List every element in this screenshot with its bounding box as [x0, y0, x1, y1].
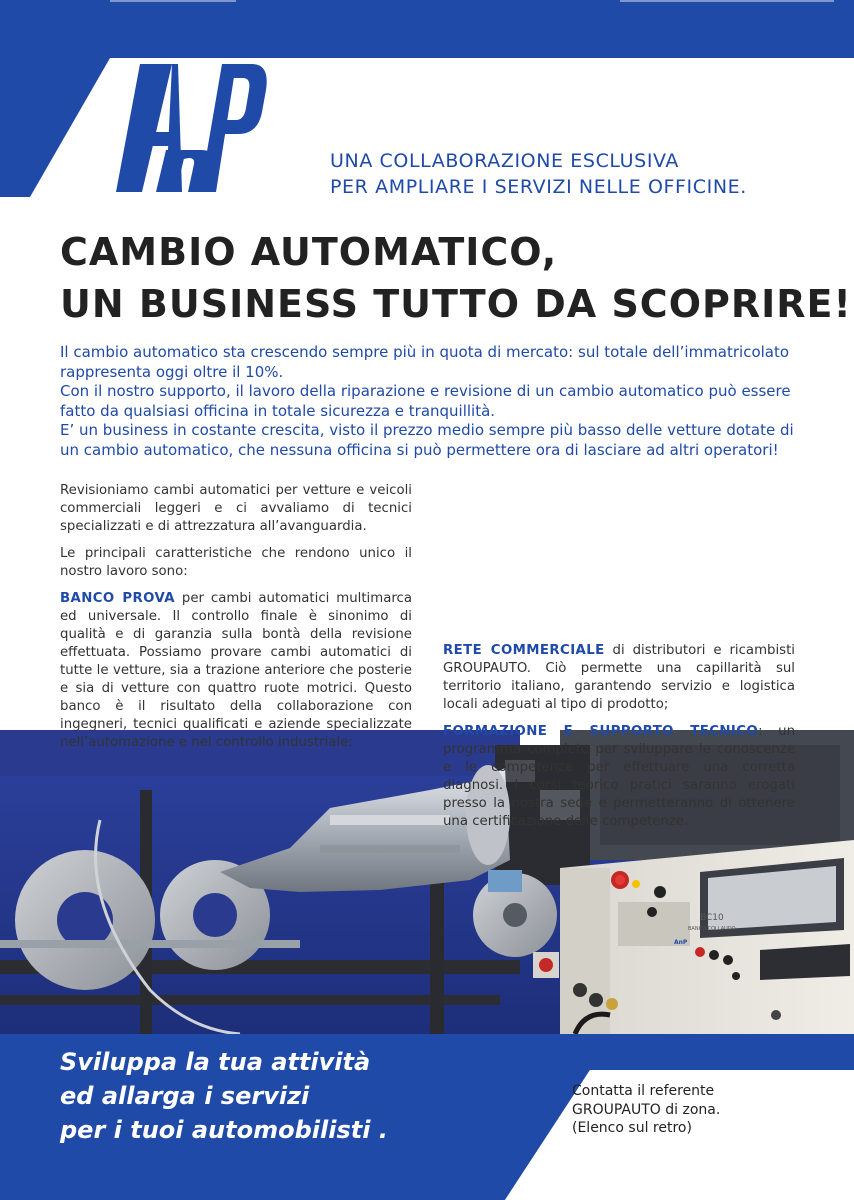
rete-commerciale-paragraph [443, 642, 795, 714]
formazione-paragraph [443, 723, 795, 831]
formazione-text: : un programma completo per sviluppare le conoscenze e le competenze per effettuare una corretta diagnosi. I corsi teorico pratici saranno erogati presso la nostra sede e permetteranno di ottenere una certificazione delle competenze. [443, 724, 795, 829]
contact-line-3: (Elenco sul retro) [572, 1120, 692, 1136]
panel-label: BC10 [700, 913, 724, 923]
intro-paragraph-1: Il cambio automatico sta crescendo sempre più in quota di mercato: sul totale dell’immatricolato rappresenta oggi oltre il 10%. [60, 343, 790, 381]
banco-prova-label: BANCO PROVA [60, 591, 175, 606]
intro-paragraph-2: Con il nostro supporto, il lavoro della riparazione e revisione di un cambio automatico può essere fatto da qualsiasi officina in totale sicurezza e tranquillità. [60, 382, 791, 420]
body-column-right [443, 642, 795, 840]
banco-prova-text: per cambi automatici multimarca ed universale. Il controllo finale è sinonimo di qualità e di garanzia sulla bontà della revisione effettuata. Possiamo provare cambi automatici di tutte le vetture, sia a trazione anteriore che posterie e sia di vetture con quattro ruote motrici. Questo banco è il risultato della collaborazione con ingegneri, tecnici qualificati e aziende specializzate nell’automazione e nel controllo industriale; [60, 591, 412, 750]
slogan [60, 1045, 388, 1147]
contact-line-1: Contatta il referente [572, 1083, 715, 1099]
intro-text [60, 343, 800, 461]
body-column-left [60, 482, 412, 761]
rete-commerciale-label: RETE COMMERCIALE [443, 643, 605, 658]
tagline [330, 148, 747, 200]
body-paragraph-1: Revisioniamo cambi automatici per vetture e veicoli commerciali leggeri e ci avvaliamo di tecnici specializzati e di attrezzatura all’avanguardia. [60, 483, 412, 534]
tagline-line-1: UNA COLLABORAZIONE ESCLUSIVA [330, 150, 680, 172]
slogan-line-1: Sviluppa la tua attività [60, 1048, 371, 1076]
top-rule-left [110, 0, 236, 2]
intro-paragraph-3: E’ un business in costante crescita, visto il prezzo medio sempre più basso delle vetture dotate di un cambio automatico, che nessuna officina si può permettere ora di lasciare ad altri operatori! [60, 421, 794, 459]
formazione-label: FORMAZIONE E SUPPORTO TECNICO [443, 724, 759, 739]
contact-line-2-rest: di zona. [660, 1101, 721, 1118]
body-paragraph-2: Le principali caratteristiche che rendono unico il nostro lavoro sono: [60, 546, 412, 579]
contact-box [572, 1082, 720, 1138]
slogan-line-3: per i tuoi automobilisti . [60, 1116, 388, 1144]
headline-line-2: UN BUSINESS TUTTO DA SCOPRIRE! [60, 282, 852, 326]
headline-line-1: CAMBIO AUTOMATICO, [60, 230, 558, 274]
contact-line-2 [572, 1101, 720, 1120]
contact-brand: GROUPAUTO [572, 1101, 661, 1118]
panel-badge: AnP [674, 939, 688, 946]
panel-sublabel: BANCO COLLAUDO [688, 926, 736, 932]
slogan-line-2: ed allarga i servizi [60, 1082, 310, 1110]
banco-prova-paragraph [60, 590, 412, 752]
top-rule-right [620, 0, 834, 2]
tagline-line-2: PER AMPLIARE I SERVIZI NELLE OFFICINE. [330, 176, 747, 198]
rete-commerciale-text: di distributori e ricambisti GROUPAUTO. Ciò permette una capillarità sul territorio italiano, garantendo servizio e logistica locali adeguati al tipo di prodotto; [443, 643, 795, 712]
